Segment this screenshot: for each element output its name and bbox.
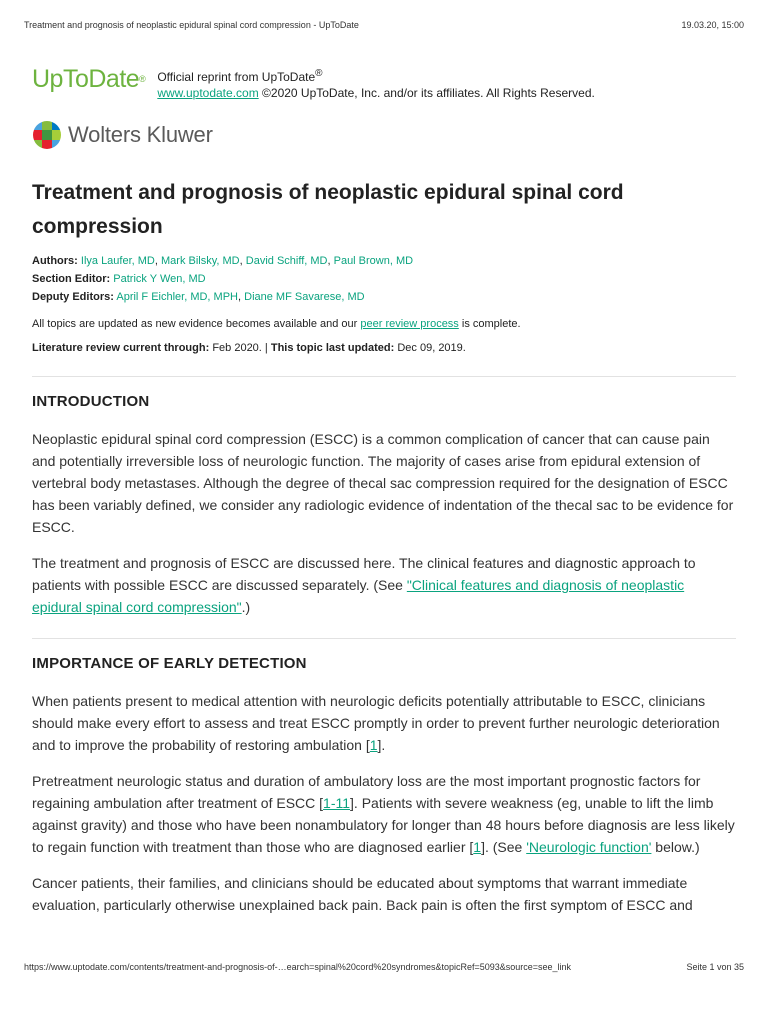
- section-editor-label: Section Editor:: [32, 273, 111, 285]
- article-content: [32, 176, 736, 930]
- author-link[interactable]: Ilya Laufer, MD: [80, 255, 155, 267]
- reference-link[interactable]: 1-11: [323, 795, 351, 811]
- early-paragraph-1: When patients present to medical attention with neurologic deficits potentially attributable to ESCC, clinicians should make every effort to assess and treat ESCC promptly in order to prevent further neurologic deterioration and to improve the probability of restoring ambulation [1].: [32, 693, 720, 753]
- literature-review-line: Literature review current through: Feb 2020. | This topic last updated: Dec 09, 2019.: [32, 342, 466, 354]
- see-also-link[interactable]: "Clinical features and diagnosis of neoplastic epidural spinal cord compression": [32, 577, 685, 615]
- deputy-editors-label: Deputy Editors:: [32, 291, 114, 303]
- divider: [32, 376, 736, 377]
- author-link[interactable]: David Schiff, MD: [245, 255, 328, 267]
- reference-link[interactable]: 1: [473, 839, 482, 855]
- site-link[interactable]: www.uptodate.com: [157, 86, 259, 100]
- deputy-editor-link[interactable]: April F Eichler, MD, MPH: [116, 291, 238, 303]
- divider: [32, 638, 736, 639]
- reprint-reg: ®: [315, 68, 323, 79]
- authors-line: Authors: Ilya Laufer, MD, Mark Bilsky, MD, David Schiff, MD, Paul Brown, MD: [32, 255, 414, 267]
- reprint-text: Official reprint from UpToDate: [157, 70, 316, 84]
- section-heading-introduction: INTRODUCTION: [32, 393, 150, 410]
- peer-review-link[interactable]: peer review process: [360, 318, 459, 330]
- wolters-kluwer-logo: [32, 120, 213, 150]
- author-link[interactable]: Paul Brown, MD: [333, 255, 414, 267]
- print-header: [24, 20, 744, 30]
- intro-paragraph-1: Neoplastic epidural spinal cord compression (ESCC) is a common complication of cancer that can cause pain and potentially irreversible loss of neurologic function. The majority of cases arise from epidural extension of vertebral body metastases. Although the degree of thecal sac compression required for the designation of ESCC has been variably defined, we consider any radiologic evidence of indentation of the thecal sac to be evidence for ESCC.: [32, 431, 734, 535]
- early-paragraph-2: Pretreatment neurologic status and duration of ambulatory loss are the most important prognostic factors for regaining ambulation after treatment of ESCC [1-11]. Patients with severe weakness (eg, unable to lift the limb against gravity) and those who have been nonambulatory for longer than 48 hours before diagnosis are less likely to regain function with treatment than those who are diagnosed earlier [1]. (See 'Neurologic function' below.): [32, 773, 735, 855]
- print-footer: [24, 962, 744, 972]
- wolters-kluwer-globe-icon: [32, 120, 62, 150]
- footer-url: https://www.uptodate.com/contents/treatment-and-prognosis-of-…earch=spinal%20cord%20syndromes&topicRef=5093&source=see_link: [24, 962, 572, 972]
- publisher-name: Wolters Kluwer: [68, 122, 213, 147]
- deputy-editor-link[interactable]: Diane MF Savarese, MD: [244, 291, 365, 303]
- section-editor-link[interactable]: Patrick Y Wen, MD: [113, 273, 206, 285]
- section-heading-early-detection: IMPORTANCE OF EARLY DETECTION: [32, 655, 307, 672]
- brand-row: [32, 64, 595, 101]
- copyright-text: ©2020 UpToDate, Inc. and/or its affiliates. All Rights Reserved.: [262, 86, 595, 100]
- section-editor-line: [32, 270, 736, 288]
- authors-label: Authors:: [32, 255, 78, 267]
- print-datetime: 19.03.20, 15:00: [681, 20, 744, 30]
- intro-paragraph-2: The treatment and prognosis of ESCC are discussed here. The clinical features and diagnostic approach to patients with possible ESCC are discussed separately. (See "Clinical features and diagnosis of neoplastic epidural spinal cord compression".): [32, 555, 696, 615]
- reference-link[interactable]: 1: [369, 737, 378, 753]
- update-note: All topics are updated as new evidence becomes available and our peer review process is complete.: [32, 318, 521, 330]
- author-link[interactable]: Mark Bilsky, MD: [161, 255, 240, 267]
- print-title: Treatment and prognosis of neoplastic epidural spinal cord compression - UpToDate: [24, 20, 359, 30]
- reprint-notice: [157, 64, 595, 101]
- page-number: Seite 1 von 35: [686, 962, 744, 972]
- deputy-editors-line: Deputy Editors: April F Eichler, MD, MPH, Diane MF Savarese, MD: [32, 291, 365, 303]
- article-title: Treatment and prognosis of neoplastic epidural spinal cord compression: [32, 181, 624, 238]
- early-paragraph-3: Cancer patients, their families, and clinicians should be educated about symptoms that warrant immediate evaluation, particularly otherwise unexplained back pain. Back pain is often the first symptom of ESCC and: [32, 875, 693, 913]
- neurologic-function-link[interactable]: 'Neurologic function': [526, 839, 652, 855]
- uptodate-logo[interactable]: UpToDate®: [32, 65, 146, 93]
